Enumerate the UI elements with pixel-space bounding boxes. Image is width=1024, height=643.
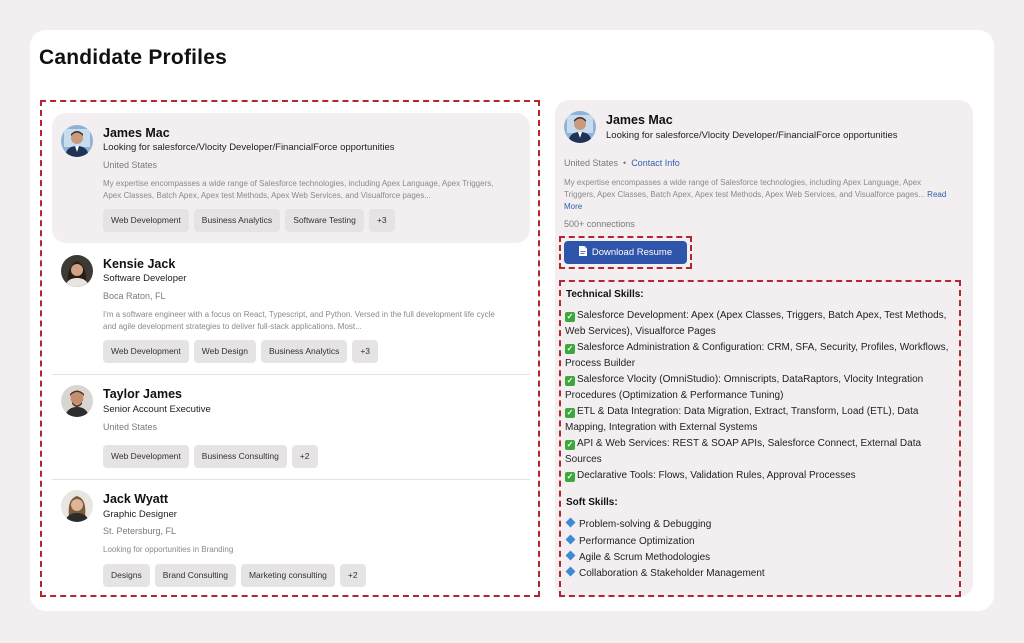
soft-skill-item [565,550,955,566]
technical-skill-item [565,372,955,404]
technical-skill-text: Salesforce Development: Apex (Apex Classes, Triggers, Batch Apex, Test Methods, Web Services), Visualforce Pages [565,310,947,337]
avatar [61,385,93,417]
soft-skills-title: Soft Skills: [566,497,618,508]
candidate-headline: Graphic Designer [103,509,177,520]
technical-skill-text: Declarative Tools: Flows, Validation Rules, Approval Processes [577,470,856,481]
check-mark-icon: ✓ [566,344,574,353]
contact-info-link[interactable]: Contact Info [631,158,680,168]
avatar [61,490,93,522]
check-mark-icon: ✓ [566,408,574,417]
skill-tag: Designs [103,564,150,587]
more-tags[interactable]: +2 [292,445,318,468]
read-more-link[interactable]: Read More [564,190,947,211]
technical-skill-text: ETL & Data Integration: Data Migration, Extract, Transform, Load (ETL), Data Mapping, Integration with External Systems [565,406,919,433]
check-mark-icon: ✓ [566,440,574,449]
candidate-name[interactable]: Taylor James [103,387,182,401]
candidate-summary: Looking for opportunities in Branding [103,545,234,554]
skill-tag: Brand Consulting [155,564,236,587]
skill-tags [103,445,318,468]
soft-skill-item [565,517,955,533]
detail-summary [564,177,954,213]
candidate-headline: Senior Account Executive [103,404,211,415]
skill-tag: Web Development [103,209,189,232]
more-tags[interactable]: +3 [352,340,378,363]
connections-count: 500+ connections [564,219,635,229]
blue-diamond-icon [566,518,576,528]
soft-skill-text: Collaboration & Stakeholder Management [579,568,765,579]
candidate-location: St. Petersburg, FL [103,526,177,536]
candidate-location: Boca Raton, FL [103,291,166,301]
technical-skill-item [565,436,955,468]
soft-skill-text: Performance Optimization [579,536,695,547]
page-title: Candidate Profiles [39,46,227,69]
separator-dot: • [623,158,627,168]
skill-tags [103,340,378,363]
skill-tags [103,564,366,587]
technical-skill-item [565,340,955,372]
check-mark-icon: ✓ [566,472,574,481]
candidate-card-kensie-jack[interactable] [52,247,530,373]
skill-tag: Web Development [103,445,189,468]
more-tags[interactable]: +2 [340,564,366,587]
candidate-headline: Software Developer [103,273,187,284]
candidate-location: United States [103,422,158,432]
skill-tag: Business Consulting [194,445,287,468]
technical-skill-item [565,404,955,436]
avatar [61,255,93,287]
detail-name: James Mac [606,113,673,127]
more-tags[interactable]: +3 [369,209,395,232]
detail-location: United States [564,158,619,168]
soft-skill-item [565,534,955,550]
check-mark-icon: ✓ [566,376,574,385]
soft-skill-text: Agile & Scrum Methodologies [579,552,711,563]
download-resume-button[interactable] [564,241,687,264]
candidate-list [40,100,540,597]
blue-diamond-icon [566,551,576,561]
skill-tag: Software Testing [285,209,364,232]
technical-skill-text: Salesforce Vlocity (OmniStudio): Omniscripts, DataRaptors, Vlocity Integration Procedures (Optimization & Performance Tuning) [565,374,924,401]
technical-skill-item [565,468,955,484]
candidate-location: United States [103,160,158,170]
candidate-summary: My expertise encompasses a wide range of Salesforce technologies, including Apex Language, Apex Triggers, Apex Classes, Batch Apex, Apex test Methods, Apex Web Services, and Visualforce pages... [103,179,494,200]
candidate-name[interactable]: Jack Wyatt [103,492,169,506]
detail-avatar [564,111,596,143]
skill-tag: Web Design [194,340,256,363]
soft-skill-item [565,566,955,582]
skill-tag: Marketing consulting [241,564,335,587]
skill-tag: Business Analytics [194,209,280,232]
skill-tag: Business Analytics [261,340,347,363]
candidate-card-taylor-james[interactable] [52,375,530,479]
technical-skill-text: Salesforce Administration & Configuration: CRM, SFA, Security, Profiles, Workflows, Process Builder [565,342,949,369]
candidate-name[interactable]: Kensie Jack [103,257,176,271]
technical-skills-title: Technical Skills: [566,289,644,300]
candidate-headline: Looking for salesforce/Vlocity Developer/FinancialForce opportunities [103,142,395,153]
blue-diamond-icon [566,567,576,577]
soft-skill-text: Problem-solving & Debugging [579,519,712,530]
download-resume-label: Download Resume [591,247,673,258]
download-highlight [559,236,692,269]
technical-skill-item [565,308,955,340]
technical-skill-text: API & Web Services: REST & SOAP APIs, Salesforce Connect, External Data Sources [565,438,922,465]
document-icon [579,246,587,259]
detail-summary-text: My expertise encompasses a wide range of Salesforce technologies, including Apex Language, Apex Triggers, Apex Classes, Batch Apex, Apex test Methods, Apex Web Services, and Visualforce pages... [564,178,925,199]
blue-diamond-icon [566,535,576,545]
detail-location-row [564,158,680,168]
detail-headline: Looking for salesforce/Vlocity Developer/FinancialForce opportunities [606,130,898,141]
skills-section [559,280,961,597]
candidate-card-jack-wyatt[interactable] [52,480,530,595]
candidate-name[interactable]: James Mac [103,126,170,140]
candidate-card-james-mac[interactable] [52,113,530,243]
skill-tags [103,209,395,232]
skill-tag: Web Development [103,340,189,363]
candidate-summary: I'm a software engineer with a focus on React, Typescript, and Python. Versed in the full development life cycle and agile development strategies to deliver full-stack applications. Most... [103,310,495,331]
avatar [61,125,93,157]
check-mark-icon: ✓ [566,312,574,321]
